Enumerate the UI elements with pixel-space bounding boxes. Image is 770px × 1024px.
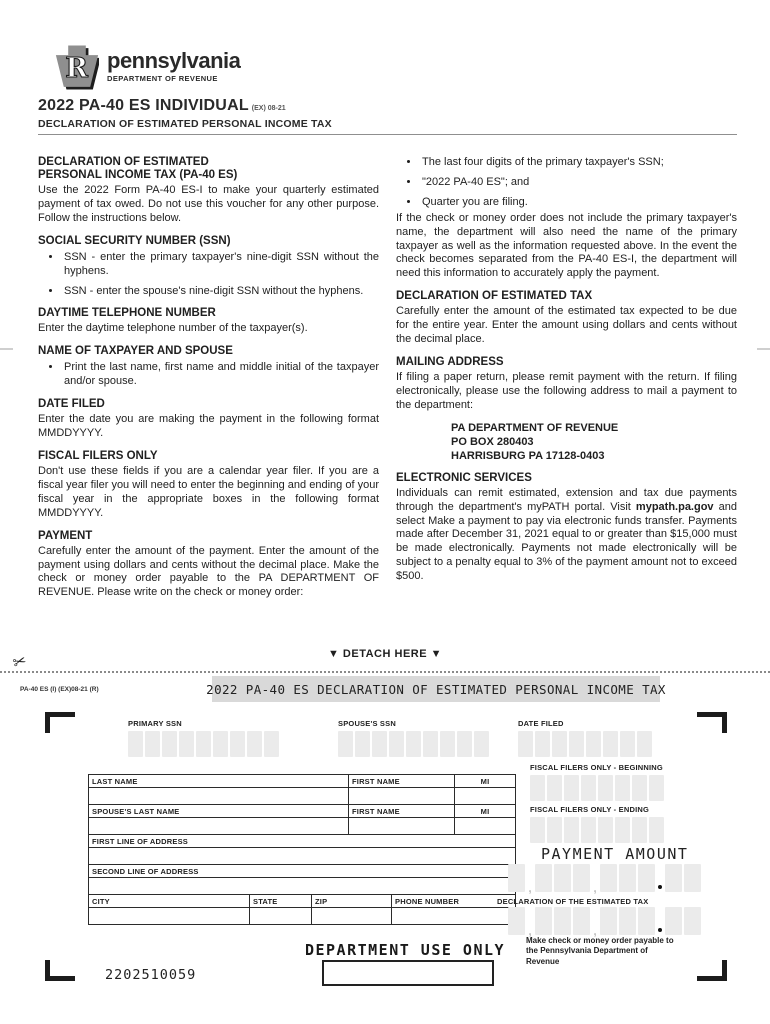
paragraph-electronic: Individuals can remit estimated, extension and tax due payments through the department's myPATH portal. Visit mypath.pa.gov and select Make a payment to pay via electronic funds transfer. Payments made after December 31, 2021 equal to or greater than $15,000 must be made electronically. Payments not made electronically will be subject to a penalty equal to 3% of the payment amount not to exceed $500. xyxy=(396,486,737,583)
bullet-form-name: • "2022 PA-40 ES"; and xyxy=(420,176,737,190)
digit-box[interactable] xyxy=(535,731,550,757)
address-line-3: HARRISBURG PA 17128-0403 xyxy=(451,449,605,462)
phone-number-label: PHONE NUMBER xyxy=(392,895,515,908)
digit-box[interactable] xyxy=(247,731,262,757)
digit-box[interactable] xyxy=(649,775,664,801)
paragraph-date-filed: Enter the date you are making the payment in the following format MMDDYYYY. xyxy=(38,413,379,440)
digit-box[interactable] xyxy=(600,907,617,935)
comma-separator: , xyxy=(593,924,597,938)
address-line2-input[interactable] xyxy=(89,878,515,894)
scissors-icon: ✂ xyxy=(10,652,29,673)
heading-declaration: DECLARATION OF ESTIMATED PERSONAL INCOME TAX (PA-40 ES) xyxy=(38,156,238,181)
digit-box[interactable] xyxy=(615,775,630,801)
digit-box[interactable] xyxy=(586,731,601,757)
comma-separator: , xyxy=(528,924,532,938)
fiscal-ending-boxes[interactable] xyxy=(530,817,664,843)
digit-box[interactable] xyxy=(179,731,194,757)
spouse-ssn-label: SPOUSE'S SSN xyxy=(338,719,396,728)
fiscal-beginning-label: FISCAL FILERS ONLY - BEGINNING xyxy=(530,763,663,772)
paragraph-declaration: Use the 2022 Form PA-40 ES-I to make your quarterly estimated payment of tax owed. Do not use this voucher for any other purpose. Follow the instructions below. xyxy=(38,184,379,224)
spouse-last-name-label: SPOUSE'S LAST NAME xyxy=(89,805,348,818)
digit-box[interactable] xyxy=(406,731,421,757)
digit-box[interactable] xyxy=(638,907,655,935)
primary-ssn-label: PRIMARY SSN xyxy=(128,719,182,728)
digit-box[interactable] xyxy=(632,817,647,843)
digit-box[interactable] xyxy=(581,775,596,801)
bullet-quarter: • Quarter you are filing. xyxy=(420,196,737,210)
digit-box[interactable] xyxy=(573,907,590,935)
paragraph-declaration-tax: Carefully enter the amount of the estimated tax expected to be due for the entire year. Enter the amount using dollars and cents without the decimal place. xyxy=(396,305,737,346)
last-name-label: LAST NAME xyxy=(89,775,348,788)
heading-date-filed: DATE FILED xyxy=(38,398,105,411)
digit-box[interactable] xyxy=(598,817,613,843)
header-divider xyxy=(38,134,737,135)
zip-label: ZIP xyxy=(312,895,391,908)
form-title: 2022 PA-40 ES INDIVIDUAL xyxy=(38,97,249,114)
table-row xyxy=(89,894,515,924)
spouse-ssn-boxes[interactable] xyxy=(338,731,489,757)
keystone-logo-icon xyxy=(55,44,99,96)
digit-box[interactable] xyxy=(619,907,636,935)
digit-box[interactable] xyxy=(615,817,630,843)
digit-box[interactable] xyxy=(508,864,525,892)
name-bullets xyxy=(38,361,379,389)
voucher-banner: 2022 PA-40 ES DECLARATION OF ESTIMATED PERSONAL INCOME TAX xyxy=(212,676,660,702)
zip-input[interactable] xyxy=(312,908,391,924)
date-filed-label: DATE FILED xyxy=(518,719,564,728)
digit-box[interactable] xyxy=(619,864,636,892)
state-input[interactable] xyxy=(250,908,311,924)
date-filed-field xyxy=(518,719,652,757)
digit-box[interactable] xyxy=(569,731,584,757)
mi-label: MI xyxy=(455,775,515,788)
fiscal-ending-label: FISCAL FILERS ONLY - ENDING xyxy=(530,805,650,814)
digit-box[interactable] xyxy=(581,817,596,843)
paragraph-payment: Carefully enter the amount of the payment. Enter the amount of the payment using dollars and cents without the decimal place. Make the check or money order payable to the PA DEPARTMENT OF REVENUE. Please write on the check or money order: xyxy=(38,544,379,599)
brand-name: pennsylvania xyxy=(107,48,241,73)
heading-fiscal: FISCAL FILERS ONLY xyxy=(38,449,158,462)
digit-box[interactable] xyxy=(684,907,701,935)
digit-box[interactable] xyxy=(355,731,370,757)
first-name-label: FIRST NAME xyxy=(349,775,454,788)
pa-revenue-logo xyxy=(55,44,240,96)
cut-line xyxy=(0,671,770,673)
digit-box[interactable] xyxy=(649,817,664,843)
paragraph-mailing: If filing a paper return, please remit payment with the return. If filing electronically, please use the following address to mail a payment to the department: xyxy=(396,370,737,411)
digit-box[interactable] xyxy=(547,775,562,801)
fold-mark-left xyxy=(0,348,13,350)
bullet-last-four: • The last four digits of the primary taxpayer's SSN; xyxy=(420,156,737,170)
heading-ssn: SOCIAL SECURITY NUMBER (SSN) xyxy=(38,234,231,247)
declaration-estimated-tax-field xyxy=(508,907,701,938)
digit-box[interactable] xyxy=(508,907,525,935)
last-name-input[interactable] xyxy=(89,788,348,804)
spouse-first-name-input[interactable] xyxy=(349,818,454,834)
digit-box[interactable] xyxy=(637,731,652,757)
digit-box[interactable] xyxy=(547,817,562,843)
registration-mark-bottom-right xyxy=(697,960,727,981)
table-row xyxy=(89,864,515,894)
digit-box[interactable] xyxy=(632,775,647,801)
heading-electronic: ELECTRONIC SERVICES xyxy=(396,471,532,484)
instructions-left-column xyxy=(38,150,379,601)
digit-box[interactable] xyxy=(474,731,489,757)
digit-box[interactable] xyxy=(600,864,617,892)
mailing-address xyxy=(451,421,737,463)
digit-box[interactable] xyxy=(213,731,228,757)
registration-mark-top-left xyxy=(45,712,75,733)
address-line1-label: FIRST LINE OF ADDRESS xyxy=(89,835,515,848)
mypath-url: mypath.pa.gov xyxy=(635,500,714,513)
digit-box[interactable] xyxy=(389,731,404,757)
form-title-block xyxy=(38,97,332,130)
heading-payment: PAYMENT xyxy=(38,529,93,542)
digit-box[interactable] xyxy=(684,864,701,892)
digit-box[interactable] xyxy=(530,775,545,801)
spouse-ssn-field xyxy=(338,719,489,757)
fiscal-beginning-boxes[interactable] xyxy=(530,775,664,801)
digit-box[interactable] xyxy=(128,731,143,757)
spouse-last-name-input[interactable] xyxy=(89,818,348,834)
scanline-number: 2202510059 xyxy=(105,967,197,983)
paragraph-fiscal: Don't use these fields if you are a calendar year filer. If you are a fiscal year filer you will need to enter the beginning and ending of your fiscal year in the appropriate boxes in the following format MMDDYYYY. xyxy=(38,464,379,519)
date-filed-boxes[interactable] xyxy=(518,731,652,757)
address-line-2: PO BOX 280403 xyxy=(451,435,534,448)
paragraph-check-info: If the check or money order does not include the primary taxpayer's name, the department will also need the name of the primary taxpayer as well as the information requested above. In the event the check becomes separated from the PA-40 ES-I, the department will need this information to accurately apply the payment. xyxy=(396,211,737,280)
heading-telephone: DAYTIME TELEPHONE NUMBER xyxy=(38,307,216,320)
decimal-point xyxy=(657,928,663,935)
digit-box[interactable] xyxy=(230,731,245,757)
city-label: CITY xyxy=(89,895,249,908)
ssn-bullets xyxy=(38,251,379,299)
decimal-point xyxy=(657,885,663,892)
fold-mark-right xyxy=(757,348,770,350)
digit-box[interactable] xyxy=(440,731,455,757)
comma-separator: , xyxy=(593,881,597,895)
detach-here-label: ▼ DETACH HERE ▼ xyxy=(327,648,443,660)
fiscal-beginning-field xyxy=(530,763,664,801)
declaration-tax-boxes[interactable] xyxy=(508,907,701,938)
instructions-right-column xyxy=(396,150,737,601)
digit-box[interactable] xyxy=(457,731,472,757)
check-memo-bullets xyxy=(396,156,737,210)
bullet-primary-ssn: • SSN - enter the primary taxpayer's nine-digit SSN without the hyphens. xyxy=(62,251,379,279)
digit-box[interactable] xyxy=(564,817,579,843)
digit-box[interactable] xyxy=(530,817,545,843)
digit-box[interactable] xyxy=(554,907,571,935)
table-row xyxy=(89,775,515,804)
fiscal-ending-field xyxy=(530,805,664,843)
phone-number-input[interactable] xyxy=(392,908,515,924)
digit-box[interactable] xyxy=(603,731,618,757)
payment-amount-label: PAYMENT AMOUNT xyxy=(541,845,689,863)
spouse-first-name-label: FIRST NAME xyxy=(349,805,454,818)
city-input[interactable] xyxy=(89,908,249,924)
digit-box[interactable] xyxy=(665,864,682,892)
digit-box[interactable] xyxy=(554,864,571,892)
department-use-only-label: DEPARTMENT USE ONLY xyxy=(304,941,506,959)
address-line-1: PA DEPARTMENT OF REVENUE xyxy=(451,421,619,434)
digit-box[interactable] xyxy=(535,907,552,935)
svg-text:R: R xyxy=(65,52,88,85)
digit-box[interactable] xyxy=(638,864,655,892)
state-label: STATE xyxy=(250,895,311,908)
digit-box[interactable] xyxy=(518,731,533,757)
taxpayer-info-table xyxy=(88,774,516,925)
digit-box[interactable] xyxy=(338,731,353,757)
heading-name: NAME OF TAXPAYER AND SPOUSE xyxy=(38,345,233,358)
department-use-box[interactable] xyxy=(322,960,494,986)
digit-box[interactable] xyxy=(196,731,211,757)
payment-amount-field xyxy=(508,864,701,895)
digit-box[interactable] xyxy=(423,731,438,757)
digit-box[interactable] xyxy=(665,907,682,935)
heading-declaration-tax: DECLARATION OF ESTIMATED TAX xyxy=(396,290,593,303)
brand-department: DEPARTMENT OF REVENUE xyxy=(107,74,218,83)
digit-box[interactable] xyxy=(620,731,635,757)
table-row xyxy=(89,834,515,864)
address-line2-label: SECOND LINE OF ADDRESS xyxy=(89,865,515,878)
digit-box[interactable] xyxy=(372,731,387,757)
digit-box[interactable] xyxy=(598,775,613,801)
make-check-note: Make check or money order payable to the Pennsylvania Department of Revenue xyxy=(526,936,674,966)
table-row xyxy=(89,804,515,834)
form-subtitle: DECLARATION OF ESTIMATED PERSONAL INCOME TAX xyxy=(38,118,332,130)
payment-amount-boxes[interactable] xyxy=(508,864,701,895)
comma-separator: , xyxy=(528,881,532,895)
digit-box[interactable] xyxy=(552,731,567,757)
first-name-input[interactable] xyxy=(349,788,454,804)
bullet-print-name: • Print the last name, first name and middle initial of the taxpayer and/or spouse. xyxy=(62,361,379,389)
instructions xyxy=(38,150,737,601)
paragraph-telephone: Enter the daytime telephone number of the taxpayer(s). xyxy=(38,322,308,335)
digit-box[interactable] xyxy=(264,731,279,757)
registration-mark-bottom-left xyxy=(45,960,75,981)
primary-ssn-boxes[interactable] xyxy=(128,731,279,757)
declaration-estimated-tax-label: DECLARATION OF THE ESTIMATED TAX xyxy=(497,897,649,906)
form-revision: (EX) 08-21 xyxy=(251,105,286,112)
registration-mark-top-right xyxy=(697,712,727,733)
digit-box[interactable] xyxy=(145,731,160,757)
spouse-mi-input[interactable] xyxy=(455,818,515,834)
heading-mailing: MAILING ADDRESS xyxy=(396,355,504,368)
digit-box[interactable] xyxy=(573,864,590,892)
digit-box[interactable] xyxy=(535,864,552,892)
digit-box[interactable] xyxy=(162,731,177,757)
address-line1-input[interactable] xyxy=(89,848,515,864)
mi-input[interactable] xyxy=(455,788,515,804)
digit-box[interactable] xyxy=(564,775,579,801)
bullet-spouse-ssn: • SSN - enter the spouse's nine-digit SSN without the hyphens. xyxy=(62,285,379,299)
voucher-form-code: PA-40 ES (I) (EX)08-21 (R) xyxy=(20,686,99,693)
primary-ssn-field xyxy=(128,719,279,757)
spouse-mi-label: MI xyxy=(455,805,515,818)
